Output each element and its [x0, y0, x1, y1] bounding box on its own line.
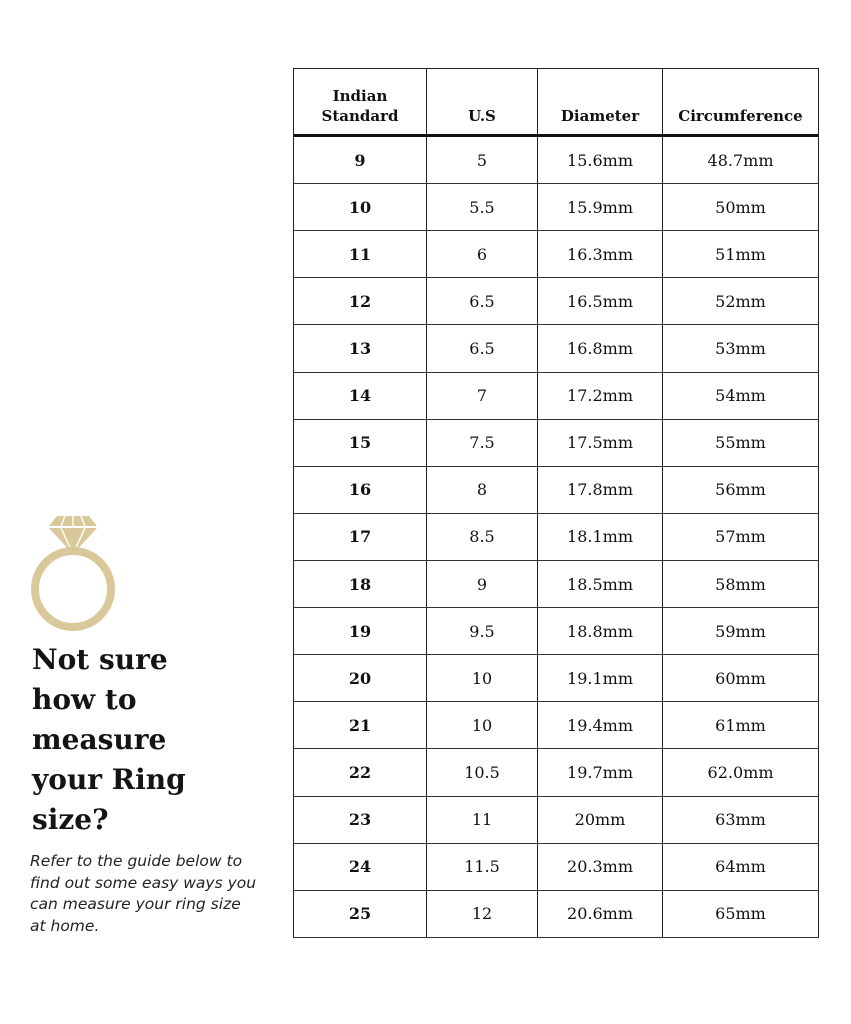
cell-diameter: 15.6mm	[538, 136, 663, 184]
cell-us: 9.5	[427, 608, 538, 655]
cell-us: 9	[427, 560, 538, 607]
cell-circumference: 60mm	[663, 655, 819, 702]
cell-diameter: 19.1mm	[538, 655, 663, 702]
table-row	[294, 278, 819, 325]
table-row	[294, 702, 819, 749]
table-row	[294, 655, 819, 702]
cell-indian-standard: 18	[294, 560, 427, 607]
cell-circumference: 64mm	[663, 843, 819, 890]
cell-circumference: 65mm	[663, 890, 819, 937]
cell-us: 5	[427, 136, 538, 184]
cell-diameter: 17.2mm	[538, 372, 663, 419]
cell-indian-standard: 12	[294, 278, 427, 325]
table-row	[294, 890, 819, 937]
cell-indian-standard: 10	[294, 184, 427, 231]
cell-us: 6.5	[427, 278, 538, 325]
header-circumference: Circumference	[663, 69, 819, 136]
cell-indian-standard: 13	[294, 325, 427, 372]
cell-circumference: 58mm	[663, 560, 819, 607]
cell-diameter: 19.7mm	[538, 749, 663, 796]
cell-indian-standard: 23	[294, 796, 427, 843]
cell-diameter: 15.9mm	[538, 184, 663, 231]
cell-diameter: 18.5mm	[538, 560, 663, 607]
cell-us: 11	[427, 796, 538, 843]
cell-us: 12	[427, 890, 538, 937]
cell-indian-standard: 24	[294, 843, 427, 890]
cell-circumference: 53mm	[663, 325, 819, 372]
cell-diameter: 19.4mm	[538, 702, 663, 749]
cell-diameter: 16.5mm	[538, 278, 663, 325]
cell-indian-standard: 11	[294, 231, 427, 278]
cell-us: 10	[427, 655, 538, 702]
cell-circumference: 59mm	[663, 608, 819, 655]
cell-diameter: 18.1mm	[538, 513, 663, 560]
cell-circumference: 63mm	[663, 796, 819, 843]
cell-indian-standard: 16	[294, 466, 427, 513]
table-row	[294, 184, 819, 231]
cell-diameter: 20.6mm	[538, 890, 663, 937]
cell-us: 6.5	[427, 325, 538, 372]
cell-diameter: 17.5mm	[538, 419, 663, 466]
cell-indian-standard: 15	[294, 419, 427, 466]
table-row	[294, 560, 819, 607]
cell-diameter: 16.3mm	[538, 231, 663, 278]
table-row	[294, 749, 819, 796]
cell-diameter: 20mm	[538, 796, 663, 843]
headline: Not sure how to measure your Ring size?	[32, 643, 186, 836]
cell-indian-standard: 14	[294, 372, 427, 419]
cell-circumference: 48.7mm	[663, 136, 819, 184]
header-indian-standard: Indian Standard	[294, 69, 427, 136]
table-row	[294, 513, 819, 560]
table-row	[294, 136, 819, 184]
table-row	[294, 608, 819, 655]
cell-us: 10.5	[427, 749, 538, 796]
diamond-ring-icon	[27, 514, 119, 634]
cell-us: 7.5	[427, 419, 538, 466]
table-row	[294, 419, 819, 466]
cell-indian-standard: 25	[294, 890, 427, 937]
cell-diameter: 18.8mm	[538, 608, 663, 655]
cell-us: 5.5	[427, 184, 538, 231]
cell-circumference: 62.0mm	[663, 749, 819, 796]
cell-indian-standard: 22	[294, 749, 427, 796]
cell-us: 11.5	[427, 843, 538, 890]
cell-diameter: 20.3mm	[538, 843, 663, 890]
table-row	[294, 843, 819, 890]
cell-indian-standard: 21	[294, 702, 427, 749]
cell-circumference: 50mm	[663, 184, 819, 231]
table-row	[294, 372, 819, 419]
cell-us: 7	[427, 372, 538, 419]
guide-description: Refer to the guide below to find out some easy ways you can measure your ring size at home.	[30, 852, 257, 935]
cell-circumference: 57mm	[663, 513, 819, 560]
ring-size-table	[293, 68, 819, 938]
cell-us: 6	[427, 231, 538, 278]
cell-circumference: 55mm	[663, 419, 819, 466]
cell-circumference: 56mm	[663, 466, 819, 513]
cell-indian-standard: 20	[294, 655, 427, 702]
cell-circumference: 51mm	[663, 231, 819, 278]
cell-indian-standard: 17	[294, 513, 427, 560]
cell-diameter: 17.8mm	[538, 466, 663, 513]
cell-us: 10	[427, 702, 538, 749]
cell-us: 8.5	[427, 513, 538, 560]
table-row	[294, 325, 819, 372]
table-row	[294, 796, 819, 843]
cell-circumference: 54mm	[663, 372, 819, 419]
header-diameter: Diameter	[538, 69, 663, 136]
cell-circumference: 52mm	[663, 278, 819, 325]
cell-us: 8	[427, 466, 538, 513]
table-header-row	[294, 69, 819, 136]
cell-diameter: 16.8mm	[538, 325, 663, 372]
cell-indian-standard: 19	[294, 608, 427, 655]
table-row	[294, 466, 819, 513]
table-body	[294, 136, 819, 938]
table-row	[294, 231, 819, 278]
header-us: U.S	[427, 69, 538, 136]
cell-indian-standard: 9	[294, 136, 427, 184]
cell-circumference: 61mm	[663, 702, 819, 749]
